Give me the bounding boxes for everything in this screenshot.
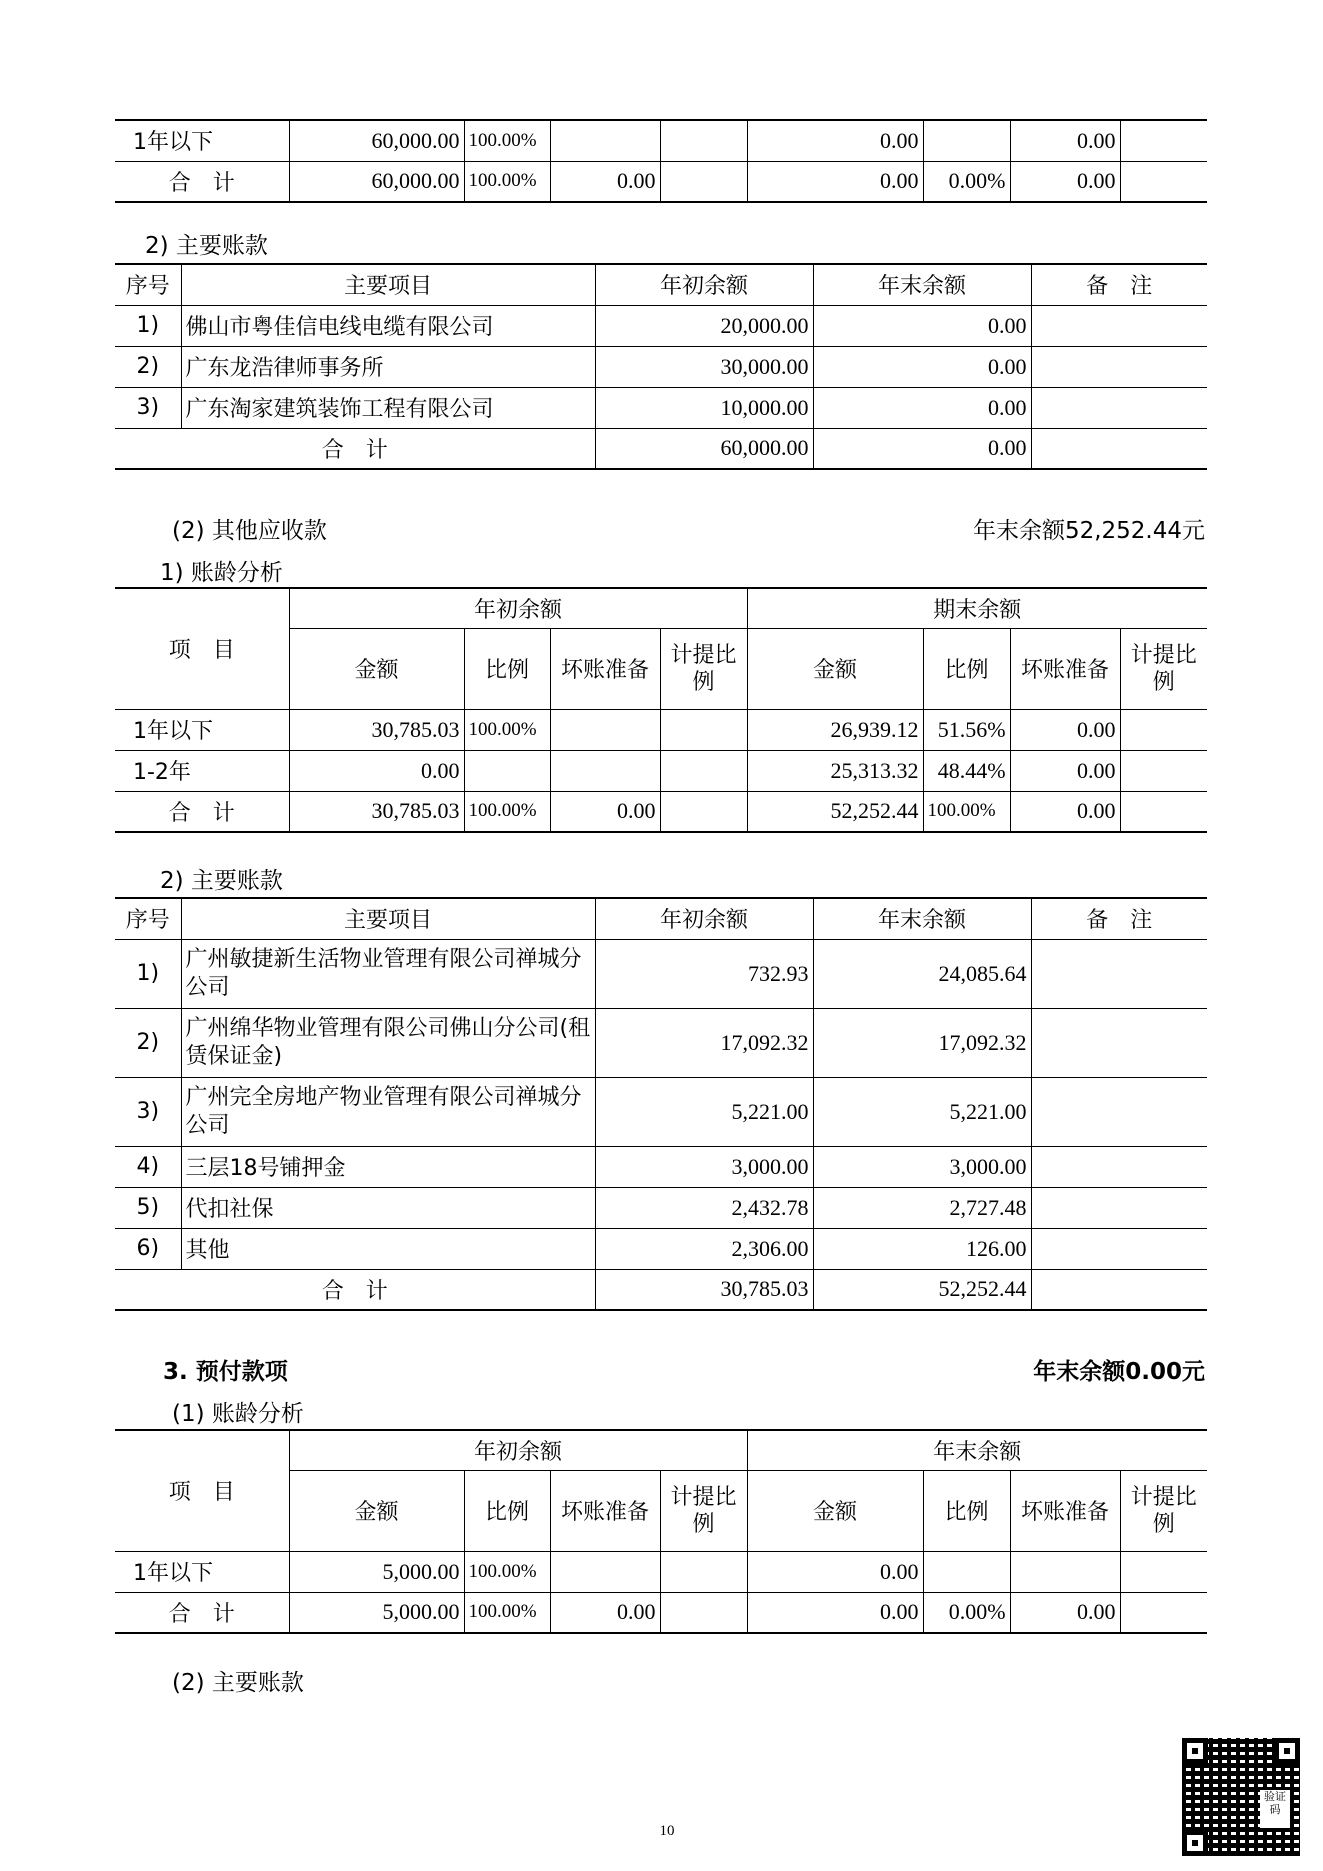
table-row <box>115 1077 1207 1146</box>
begin-bad-debt <box>550 750 660 791</box>
row-note <box>1031 305 1207 346</box>
row-end: 2,727.48 <box>813 1187 1031 1228</box>
table-header-row <box>115 1430 1207 1470</box>
row-no: 6) <box>115 1228 181 1269</box>
begin-ratio: 100.00% <box>464 161 550 202</box>
header-item: 主要项目 <box>181 898 595 939</box>
end-amount: 26,939.12 <box>747 709 923 750</box>
begin-bad-debt <box>550 120 660 161</box>
qr-finder-icon <box>1182 1738 1208 1764</box>
row-no: 2) <box>115 1008 181 1077</box>
header-bad-debt: 坏账准备 <box>1010 1470 1120 1551</box>
begin-ratio: 100.00% <box>464 791 550 832</box>
row-note <box>1031 939 1207 1008</box>
table-row <box>115 1008 1207 1077</box>
begin-amount: 30,785.03 <box>289 709 464 750</box>
row-item: 其他 <box>181 1228 595 1269</box>
header-note: 备 注 <box>1031 898 1207 939</box>
begin-bad-debt: 0.00 <box>550 1592 660 1633</box>
table-total-row <box>115 1592 1207 1633</box>
end-bad-debt: 0.00 <box>1010 1592 1120 1633</box>
header-ratio: 比例 <box>923 628 1010 709</box>
section-title: 3. 预付款项 <box>163 1359 288 1385</box>
header-bad-debt: 坏账准备 <box>550 1470 660 1551</box>
end-provision <box>1120 750 1207 791</box>
header-end: 年末余额 <box>813 264 1031 305</box>
begin-ratio: 100.00% <box>464 1551 550 1592</box>
header-end: 年末余额 <box>813 898 1031 939</box>
begin-amount: 5,000.00 <box>289 1592 464 1633</box>
row-note <box>1031 346 1207 387</box>
row-begin: 732.93 <box>595 939 813 1008</box>
row-end: 0.00 <box>813 305 1031 346</box>
begin-ratio <box>464 750 550 791</box>
section-caption: 2) 主要账款 <box>160 868 283 894</box>
end-bad-debt <box>1010 1551 1120 1592</box>
section-caption: 1) 账龄分析 <box>160 560 283 586</box>
header-begin-group: 年初余额 <box>289 1430 747 1470</box>
header-bad-debt: 坏账准备 <box>550 628 660 709</box>
table-total-row <box>115 1269 1207 1310</box>
end-amount: 0.00 <box>747 161 923 202</box>
table-row <box>115 120 1207 161</box>
row-begin: 3,000.00 <box>595 1146 813 1187</box>
begin-bad-debt <box>550 1551 660 1592</box>
qr-finder-icon <box>1274 1738 1300 1764</box>
header-begin-group: 年初余额 <box>289 588 747 628</box>
header-end-group: 年末余额 <box>747 1430 1207 1470</box>
qr-code-icon <box>1182 1738 1300 1856</box>
row-end: 5,221.00 <box>813 1077 1031 1146</box>
other-receivables-aging-table <box>115 587 1207 833</box>
table-row <box>115 709 1207 750</box>
header-item: 项 目 <box>115 588 289 709</box>
prepayments-aging-table <box>115 1429 1207 1634</box>
row-item: 三层18号铺押金 <box>181 1146 595 1187</box>
aging-item: 1年以下 <box>115 709 289 750</box>
header-amount: 金额 <box>747 1470 923 1551</box>
row-item: 广州敏捷新生活物业管理有限公司禅城分公司 <box>181 939 595 1008</box>
end-provision <box>1120 120 1207 161</box>
begin-ratio: 100.00% <box>464 120 550 161</box>
begin-bad-debt <box>550 709 660 750</box>
top-aging-table <box>115 119 1207 203</box>
header-provision: 计提比例 <box>660 628 747 709</box>
header-item: 项 目 <box>115 1430 289 1551</box>
begin-provision <box>660 709 747 750</box>
total-begin: 30,785.03 <box>595 1269 813 1310</box>
row-no: 1) <box>115 939 181 1008</box>
end-bad-debt: 0.00 <box>1010 161 1120 202</box>
main-accounts-table <box>115 263 1207 470</box>
end-ratio: 0.00% <box>923 1592 1010 1633</box>
row-note <box>1031 1146 1207 1187</box>
header-item: 主要项目 <box>181 264 595 305</box>
row-end: 24,085.64 <box>813 939 1031 1008</box>
row-end: 3,000.00 <box>813 1146 1031 1187</box>
aging-item: 1-2年 <box>115 750 289 791</box>
total-note <box>1031 428 1207 469</box>
row-begin: 30,000.00 <box>595 346 813 387</box>
aging-item: 1年以下 <box>115 120 289 161</box>
table-row <box>115 939 1207 1008</box>
aging-item: 1年以下 <box>115 1551 289 1592</box>
row-item: 广州绵华物业管理有限公司佛山分公司(租赁保证金) <box>181 1008 595 1077</box>
section-balance: 年末余额0.00元 <box>1033 1359 1205 1385</box>
row-no: 4) <box>115 1146 181 1187</box>
table-row <box>115 346 1207 387</box>
aging-item: 合 计 <box>115 161 289 202</box>
header-note: 备 注 <box>1031 264 1207 305</box>
aging-item: 合 计 <box>115 1592 289 1633</box>
row-begin: 20,000.00 <box>595 305 813 346</box>
row-note <box>1031 1187 1207 1228</box>
total-note <box>1031 1269 1207 1310</box>
table-row <box>115 305 1207 346</box>
end-amount: 0.00 <box>747 120 923 161</box>
end-provision <box>1120 1551 1207 1592</box>
end-ratio: 48.44% <box>923 750 1010 791</box>
begin-provision <box>660 750 747 791</box>
table-header-row <box>115 588 1207 628</box>
table-total-row <box>115 428 1207 469</box>
end-bad-debt: 0.00 <box>1010 120 1120 161</box>
begin-amount: 60,000.00 <box>289 161 464 202</box>
header-ratio: 比例 <box>923 1470 1010 1551</box>
header-provision: 计提比例 <box>1120 1470 1207 1551</box>
row-note <box>1031 1228 1207 1269</box>
row-item: 广州完全房地产物业管理有限公司禅城分公司 <box>181 1077 595 1146</box>
table-row <box>115 1146 1207 1187</box>
header-ratio: 比例 <box>464 628 550 709</box>
row-no: 1) <box>115 305 181 346</box>
qr-label: 验证码 <box>1260 1790 1290 1828</box>
end-ratio: 100.00% <box>923 791 1010 832</box>
end-amount: 25,313.32 <box>747 750 923 791</box>
header-amount: 金额 <box>289 1470 464 1551</box>
table-total-row <box>115 791 1207 832</box>
section-balance: 年末余额52,252.44元 <box>972 518 1205 544</box>
table-row <box>115 750 1207 791</box>
row-note <box>1031 1077 1207 1146</box>
end-bad-debt: 0.00 <box>1010 791 1120 832</box>
row-end: 0.00 <box>813 346 1031 387</box>
end-provision <box>1120 791 1207 832</box>
begin-bad-debt: 0.00 <box>550 161 660 202</box>
row-begin: 2,306.00 <box>595 1228 813 1269</box>
end-amount: 0.00 <box>747 1551 923 1592</box>
header-provision: 计提比例 <box>1120 628 1207 709</box>
qr-finder-icon <box>1182 1830 1208 1856</box>
row-begin: 10,000.00 <box>595 387 813 428</box>
header-begin: 年初余额 <box>595 898 813 939</box>
section-caption: (2) 主要账款 <box>172 1670 304 1696</box>
row-begin: 2,432.78 <box>595 1187 813 1228</box>
end-ratio: 51.56% <box>923 709 1010 750</box>
begin-provision <box>660 1551 747 1592</box>
end-amount: 52,252.44 <box>747 791 923 832</box>
begin-provision <box>660 1592 747 1633</box>
other-receivables-main-table <box>115 897 1207 1311</box>
end-provision <box>1120 709 1207 750</box>
table-header-row <box>115 264 1207 305</box>
end-provision <box>1120 1592 1207 1633</box>
total-end: 0.00 <box>813 428 1031 469</box>
row-end: 126.00 <box>813 1228 1031 1269</box>
section-caption: 2) 主要账款 <box>145 233 268 259</box>
end-bad-debt: 0.00 <box>1010 709 1120 750</box>
header-ratio: 比例 <box>464 1470 550 1551</box>
row-begin: 17,092.32 <box>595 1008 813 1077</box>
row-no: 2) <box>115 346 181 387</box>
section-title: (2) 其他应收款 <box>172 518 327 544</box>
row-no: 5) <box>115 1187 181 1228</box>
header-amount: 金额 <box>747 628 923 709</box>
row-begin: 5,221.00 <box>595 1077 813 1146</box>
end-bad-debt: 0.00 <box>1010 750 1120 791</box>
table-header-row <box>115 898 1207 939</box>
aging-item: 合 计 <box>115 791 289 832</box>
begin-amount: 60,000.00 <box>289 120 464 161</box>
table-row <box>115 1228 1207 1269</box>
row-end: 0.00 <box>813 387 1031 428</box>
row-end: 17,092.32 <box>813 1008 1031 1077</box>
header-bad-debt: 坏账准备 <box>1010 628 1120 709</box>
begin-ratio: 100.00% <box>464 709 550 750</box>
end-ratio <box>923 120 1010 161</box>
table-row <box>115 1551 1207 1592</box>
header-begin: 年初余额 <box>595 264 813 305</box>
header-provision: 计提比例 <box>660 1470 747 1551</box>
begin-provision <box>660 161 747 202</box>
end-ratio <box>923 1551 1010 1592</box>
row-item: 广东龙浩律师事务所 <box>181 346 595 387</box>
row-no: 3) <box>115 387 181 428</box>
header-no: 序号 <box>115 264 181 305</box>
table-row <box>115 1187 1207 1228</box>
begin-provision <box>660 791 747 832</box>
row-item: 广东淘家建筑装饰工程有限公司 <box>181 387 595 428</box>
header-no: 序号 <box>115 898 181 939</box>
row-no: 3) <box>115 1077 181 1146</box>
begin-amount: 5,000.00 <box>289 1551 464 1592</box>
end-amount: 0.00 <box>747 1592 923 1633</box>
page-number: 10 <box>659 1823 675 1839</box>
table-row <box>115 387 1207 428</box>
end-provision <box>1120 161 1207 202</box>
row-note <box>1031 387 1207 428</box>
table-row <box>115 161 1207 202</box>
row-item: 佛山市粤佳信电线电缆有限公司 <box>181 305 595 346</box>
header-amount: 金额 <box>289 628 464 709</box>
total-label: 合 计 <box>115 1269 595 1310</box>
section-caption: (1) 账龄分析 <box>172 1401 304 1427</box>
begin-ratio: 100.00% <box>464 1592 550 1633</box>
begin-bad-debt: 0.00 <box>550 791 660 832</box>
begin-amount: 30,785.03 <box>289 791 464 832</box>
total-end: 52,252.44 <box>813 1269 1031 1310</box>
end-ratio: 0.00% <box>923 161 1010 202</box>
total-begin: 60,000.00 <box>595 428 813 469</box>
begin-amount: 0.00 <box>289 750 464 791</box>
row-item: 代扣社保 <box>181 1187 595 1228</box>
begin-provision <box>660 120 747 161</box>
row-note <box>1031 1008 1207 1077</box>
header-end-group: 期末余额 <box>747 588 1207 628</box>
total-label: 合 计 <box>115 428 595 469</box>
